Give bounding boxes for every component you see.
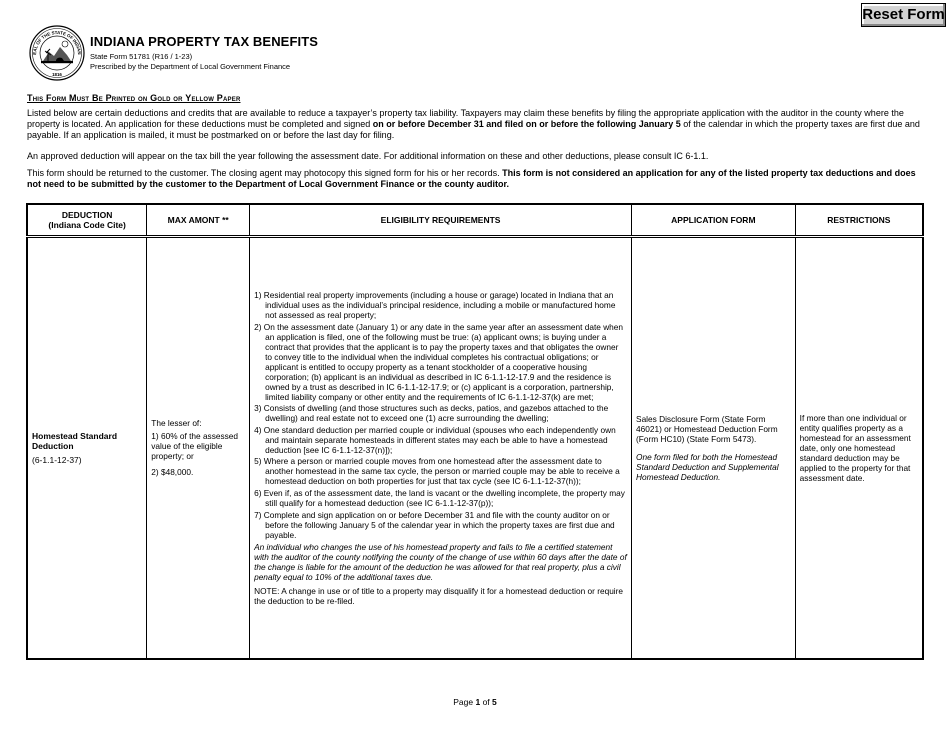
page-middle: of: [480, 697, 493, 707]
return-paragraph: [27, 168, 927, 190]
intro-text-c: of the calendar in which the property taxes are first due and payable. If an application is mailed, it must be postmarked on or before the last day for filing.: [27, 119, 920, 140]
table-row: [27, 236, 923, 659]
header-max-amount: MAX AMONT **: [147, 204, 250, 236]
page-prefix: Page: [453, 697, 476, 707]
reset-form-button[interactable]: Reset Form: [861, 3, 946, 27]
seal-year: 1816: [52, 72, 62, 77]
gold-paper-notice: This Form Must Be Printed on Gold or Yellow Paper: [27, 93, 241, 103]
state-seal-logo: [29, 25, 85, 81]
cell-eligibility: [250, 236, 632, 659]
page-number: [0, 697, 950, 707]
form-number: State Form 51781 (R16 / 1-23): [90, 52, 193, 61]
eligibility-item: 4) One standard deduction per married couple or individual (spouses who each independently own and maintain separate homesteads in different states may each be able to have a homestead deduction [see IC 6-1.1-12-37(n)]);: [254, 424, 616, 455]
header-restrictions: RESTRICTIONS: [795, 204, 923, 236]
eligibility-item: 5) Where a person or married couple moves from one homestead after the assessment date to another homestead in the same tax cycle, the person or married couple may be able to receive a homestead deduction on both properties for just that tax cycle (see IC 6-1.1-12-37(h));: [254, 456, 620, 487]
intro-deadline: on or before December 31 and filed on or before the following January 5: [372, 119, 681, 129]
return-disclaimer: This form is not considered an application for any of the listed property tax deductions and does not need to be submitted by the customer to the Department of Local Government Finance or the county auditor.: [27, 168, 916, 189]
prescribed-by: Prescribed by the Department of Local Government Finance: [90, 62, 291, 71]
return-text-a: This form should be returned to the customer. The closing agent may photocopy this signed form for his or her records.: [27, 168, 503, 178]
cell-max-amount: [147, 236, 250, 659]
deduction-cite: (6-1.1-12-37): [32, 454, 82, 465]
cell-application-form: [632, 236, 796, 659]
page-current: 1: [475, 697, 481, 707]
table-header-row: [27, 204, 923, 236]
eligibility-item: 2) On the assessment date (January 1) or any date in the same year after an assessment date when an application is filed, one of the following must be true: (a) applicant owns; is buying under a contract that provides that the applicant is to pay the property taxes and that obligates the owner to convey title to the individual when the individual completes his contractual obligations; or applicant is entitled to occupy property as a tenant stockholder of a cooperative housing corporation; (b) applicant is an individual as described in IC 6-1.1-12-17.9 and the residence is owned by a trust as described in IC 6-1.1-12-17.9; or (c) applicant is a corporation, partnership, limited liability company or other entity and the requirements of IC 6-1.1-12-37(k) are met;: [254, 321, 624, 402]
header-deduction-label: DEDUCTION: [61, 209, 113, 220]
header-eligibility: ELIGIBILITY REQUIREMENTS: [250, 204, 632, 236]
cell-restrictions: [795, 236, 923, 659]
max-option-1: 1) 60% of the assessed value of the eligible property; or: [151, 431, 238, 462]
max-option-2: 2) $48,000.: [151, 467, 194, 478]
form-title: INDIANA PROPERTY TAX BENEFITS: [90, 34, 319, 49]
benefits-table: [26, 203, 924, 660]
eligibility-item: 1) Residential real property improvements (including a house or garage) located in Indiana that an individual uses as the individual’s principal residence, including a mobile or manufactured home not assessed as real property;: [254, 289, 616, 320]
header-deduction: [27, 204, 147, 236]
restrictions-text: If more than one individual or entity qualifies property as a homestead for an assessment date, only one homestead standard deduction may be applied to the property for that assessment date.: [799, 412, 911, 483]
intro-paragraph: [27, 108, 927, 141]
max-intro: The lesser of:: [151, 418, 202, 429]
approval-paragraph: An approved deduction will appear on the tax bill the year following the assessment date. For additional information on these and other deductions, please consult IC 6-1.1.: [27, 151, 709, 161]
application-form-note: One form filed for both the Homestead Standard Deduction and Supplemental Homestead Deduction.: [636, 451, 779, 482]
eligibility-item: 6) Even if, as of the assessment date, the land is vacant or the dwelling incomplete, the property may still qualify for a homestead deduction (see IC 6-1.1-12-37(p));: [254, 487, 625, 508]
application-form-text: Sales Disclosure Form (State Form 46021) or Homestead Deduction Form (Form HC10) (State Form 5473).: [636, 413, 778, 444]
eligibility-item: 3) Consists of dwelling (and those structures such as decks, patios, and gazebos attached to the dwelling) and real estate not to exceed one (1) acre surrounding the dwelling;: [254, 403, 609, 424]
eligibility-item: 7) Complete and sign application on or before December 31 and file with the county auditor on or before the following January 5 of the calendar year in which the property taxes are first due and payable.: [254, 509, 615, 540]
cell-deduction: [27, 236, 147, 659]
seal-arc-text: EAL OF THE STATE OF INDIAN: [31, 29, 83, 55]
eligibility-change-note: NOTE: A change in use or of title to a property may disqualify it for a homestead deduction or require the deduction to be re-filed.: [254, 585, 624, 606]
intro-text-a: Listed below are certain deductions and credits that are available to reduce a taxpayer’s property tax liability. Taxpayers may claim these benefits by filing the appropriate application with the auditor in the county where the property is located. An application for these deductions must be completed and signed: [27, 108, 904, 129]
header-deduction-sub: (Indiana Code Cite): [48, 219, 126, 230]
header-application-form: APPLICATION FORM: [632, 204, 796, 236]
deduction-name: Homestead Standard Deduction: [32, 430, 118, 451]
eligibility-penalty-note: An individual who changes the use of his homestead property and fails to file a certified statement with the auditor of the county notifying the county of the change of use within 60 days after the date of the change is liable for the amount of the deduction he was allowed for that real property, plus a civil penalty equal to 10% of the additional taxes due.: [254, 541, 627, 582]
page-total: 5: [492, 697, 497, 707]
